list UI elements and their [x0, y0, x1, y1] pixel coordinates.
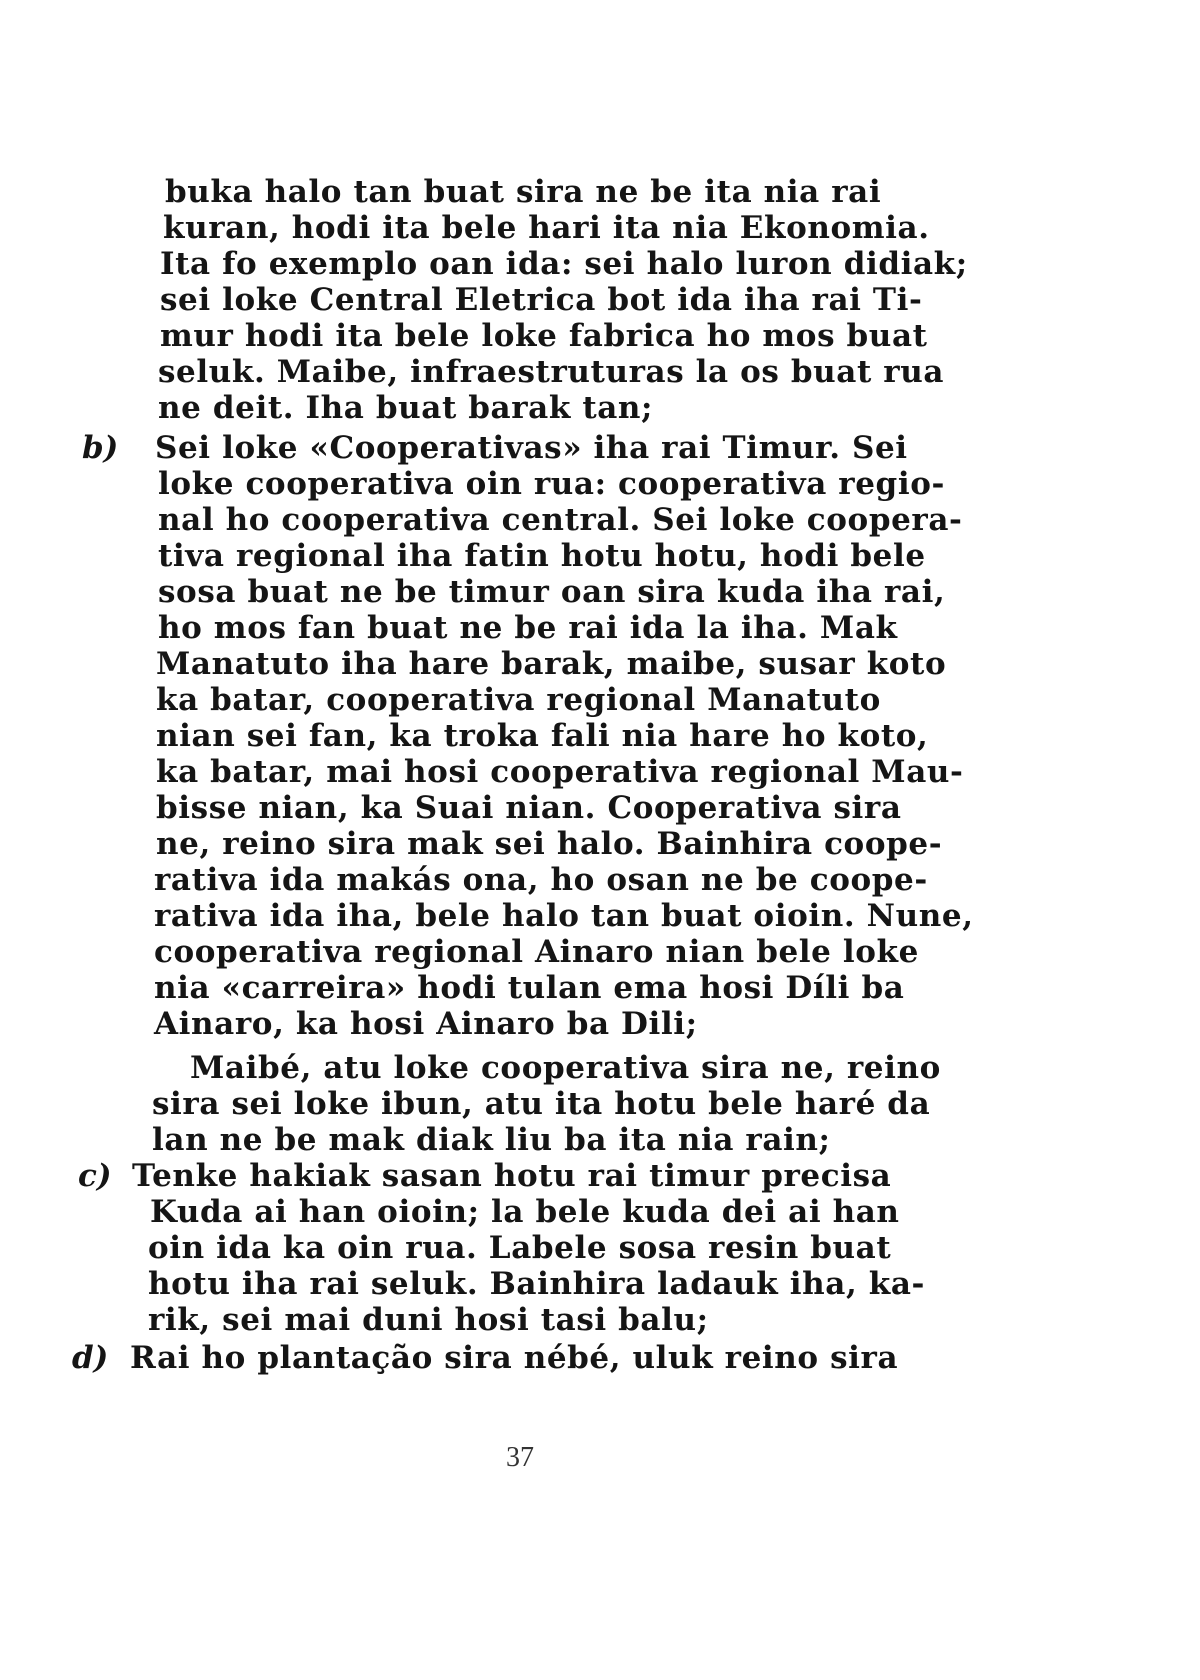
text-line: cooperativa regional Ainaro nian bele loke [154, 934, 919, 970]
text-line: sira sei loke ibun, atu ita hotu bele haré da [152, 1086, 931, 1122]
text-line: buka halo tan buat sira ne be ita nia rai [165, 174, 882, 210]
text-line: nian sei fan, ka troka fali nia hare ho koto, [156, 718, 929, 754]
text-line: oin ida ka oin rua. Labele sosa resin buat [148, 1230, 892, 1266]
text-line: sosa buat ne be timur oan sira kuda iha rai, [158, 574, 946, 610]
text-line: Ainaro, ka hosi Ainaro ba Dili; [154, 1006, 698, 1042]
text-line: loke cooperativa oin rua: cooperativa regio- [158, 466, 945, 502]
text-line: Maibé, atu loke cooperativa sira ne, reino [190, 1050, 941, 1086]
text-line: ho mos fan buat ne be rai ida la iha. Mak [158, 610, 898, 646]
list-marker-d: d) [72, 1340, 109, 1376]
text-line: Manatuto iha hare barak, maibe, susar koto [156, 646, 947, 682]
text-line: lan ne be mak diak liu ba ita nia rain; [152, 1122, 831, 1158]
text-line: Sei loke «Cooperativas» iha rai Timur. Sei [155, 430, 908, 466]
text-line: ne, reino sira mak sei halo. Bainhira coope- [156, 826, 943, 862]
text-line: nal ho cooperativa central. Sei loke coopera- [158, 502, 963, 538]
text-line: Tenke hakiak sasan hotu rai timur precisa [132, 1158, 892, 1194]
text-line: seluk. Maibe, infraestruturas la os buat rua [158, 354, 945, 390]
text-line: Kuda ai han oioin; la bele kuda dei ai han [150, 1194, 900, 1230]
text-line: Rai ho plantação sira nébé, uluk reino sira [130, 1340, 899, 1376]
text-line: rik, sei mai duni hosi tasi balu; [148, 1302, 709, 1338]
page-number: 37 [506, 1442, 534, 1473]
text-line: mur hodi ita bele loke fabrica ho mos buat [160, 318, 928, 354]
list-marker-b: b) [82, 430, 119, 466]
text-line: sei loke Central Eletrica bot ida iha rai Ti- [160, 282, 923, 318]
text-line: tiva regional iha fatin hotu hotu, hodi bele [158, 538, 926, 574]
text-line: rativa ida iha, bele halo tan buat oioin. Nune, [154, 898, 974, 934]
text-line: nia «carreira» hodi tulan ema hosi Díli ba [154, 970, 905, 1006]
list-marker-c: c) [78, 1158, 112, 1194]
text-line: ka batar, cooperativa regional Manatuto [156, 682, 881, 718]
text-line: ne deit. Iha buat barak tan; [158, 390, 654, 426]
text-line: ka batar, mai hosi cooperativa regional Mau- [156, 754, 964, 790]
text-line: bisse nian, ka Suai nian. Cooperativa sira [156, 790, 902, 826]
text-line: hotu iha rai seluk. Bainhira ladauk iha, ka- [148, 1266, 925, 1302]
text-line: rativa ida makás ona, ho osan ne be coope- [154, 862, 928, 898]
text-line: kuran, hodi ita bele hari ita nia Ekonomia. [163, 210, 930, 246]
text-line: Ita fo exemplo oan ida: sei halo luron didiak; [160, 246, 968, 282]
